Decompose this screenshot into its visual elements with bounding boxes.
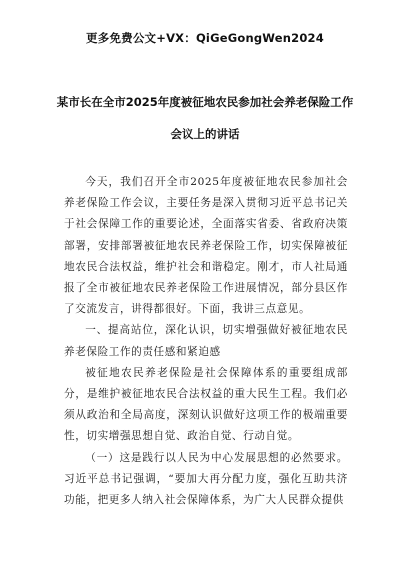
- document-body: [64, 172, 348, 511]
- body-paragraph: 今天，我们召开全市2025年度被征地农民参加社会养老保险工作会议，主要任务是深入贯彻习近平总书记关于社会保障工作的重要论述，全面落实省委、省政府决策部署，安排部署被征地农民养老保险工作，切实保障被征地农民合法权益，维护社会和谐稳定。刚才，市人社局通报了全市被征地农民养老保险工作进展情况，部分县区作了交流发言，讲得都很好。下面，我讲三点意见。: [64, 176, 348, 316]
- header-watermark: 更多免费公文+VX：QiGeGongWen2024: [86, 31, 324, 45]
- section-heading: 一、提高站位，深化认识，切实增强做好被征地农民养老保险工作的责任感和紧迫感: [64, 324, 348, 358]
- body-paragraph: （一）这是践行以人民为中心发展思想的必然要求。习近平总书记强调，“要加大再分配力度，强化互助共济功能，把更多人纳入社会保障体系，为广大人民群众提供: [64, 451, 348, 507]
- body-paragraph: 被征地农民养老保险是社会保障体系的重要组成部分，是维护被征地农民合法权益的重大民生工程。我们必须从政治和全局高度，深刻认识做好这项工作的极端重要性，切实增强思想自觉、政治自觉、行动自觉。: [64, 366, 348, 443]
- document-title: 某市长在全市2025年度被征地农民参加社会养老保险工作: [56, 95, 354, 109]
- document-title-continued: 会议上的讲话: [170, 127, 240, 141]
